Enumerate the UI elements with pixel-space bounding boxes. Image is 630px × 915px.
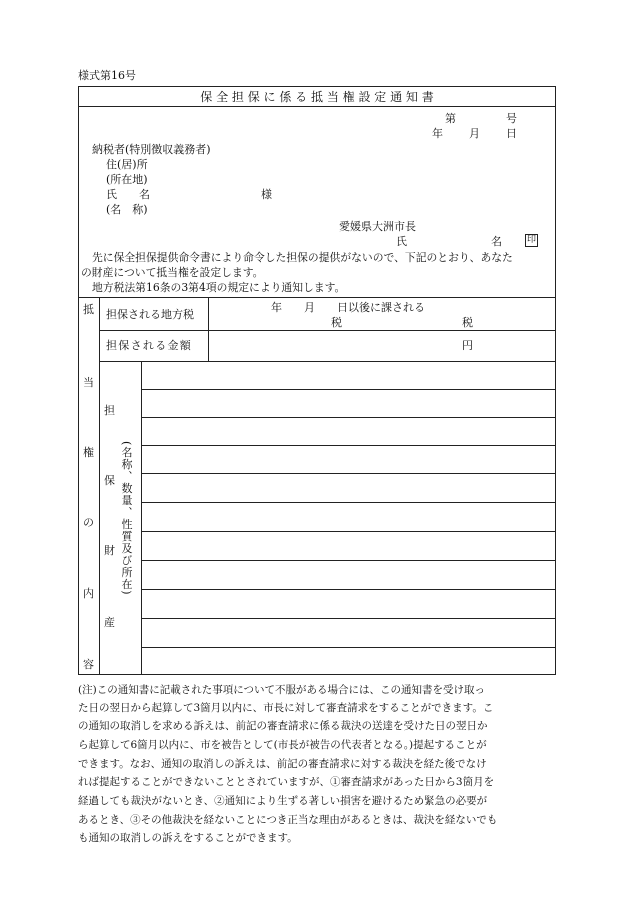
property-line-5 [141,502,556,503]
body-paragraph-2: 地方税法第16条の3第4項の規定により通知します。 [92,281,346,294]
number-dai: 第 [445,112,456,125]
issuer-shi: 氏 [396,235,407,248]
seal-mark: 印 [526,235,536,245]
property-line-2 [141,417,556,418]
address-label: 住(居)所 [106,158,148,171]
issuer-title: 愛媛県大洲市長 [339,220,416,233]
form-number: 様式第16号 [78,69,136,82]
note-line-7: 経過しても裁決がないとき、②通知により生ずる著しい損害を避けるため緊急の必要が [78,795,488,807]
issuer-mei: 名 [491,235,502,248]
property-line-1 [141,389,556,390]
note-line-6: れば提起することができないこととされていますが、①審査請求があった日から3箇月を [78,776,495,788]
row1-value-zei-2: 税 [462,316,473,329]
note-line-2: た日の翌日から起算して3箇月以内に、市長に対して審査請求をすることができます。こ [78,702,494,714]
side-column-divider [99,297,100,675]
label-column-divider [208,297,209,361]
body-paragraph-1-line-2: の財産について抵当権を設定します。 [81,266,264,279]
note-line-9: も通知の取消しの訴えをすることができます。 [78,832,298,844]
row2-divider [99,361,556,362]
side-char-6: 容 [83,658,94,671]
date-year: 年 [432,127,443,140]
row1-value-line1: 年 月 日以後に課される [271,301,425,314]
note-line-3: の通知の取消しを求める訴えは、前記の審査請求に係る裁決の送達を受けた日の翌日か [78,720,488,732]
number-go: 号 [506,112,517,125]
note-line-5: できます。なお、通知の取消しの訴えは、前記の審査請求に対する裁決を経た後でなけ [78,758,487,770]
property-line-7 [141,560,556,561]
property-char-3: 財 [104,544,115,557]
date-day: 日 [506,127,517,140]
side-char-3: 権 [83,446,94,459]
property-grid-divider [141,361,142,675]
name-alt-label: (名 称) [106,203,148,216]
side-char-4: の [83,516,94,529]
title-divider [78,106,556,107]
row1-label: 担保される地方税 [106,308,194,321]
property-char-1: 担 [104,404,115,417]
row2-label: 担保される金額 [106,339,193,352]
property-line-6 [141,531,556,532]
row1-value-zei-1: 税 [331,316,342,329]
row1-divider [99,330,556,331]
property-line-8 [141,589,556,590]
property-line-3 [141,445,556,446]
note-line-4: ら起算して6箇月以内に、市を被告として(市長が被告の代表者となる。)提起することが [78,739,487,751]
sama-label: 様 [261,188,272,201]
side-char-2: 当 [83,376,94,389]
side-char-5: 内 [83,587,94,600]
property-line-10 [141,647,556,648]
property-line-4 [141,473,556,474]
body-paragraph-1-line-1: 先に保全担保提供命令書により命令した担保の提供がないので、下記のとおり、あなた [92,251,513,264]
property-char-2: 保 [104,474,115,487]
property-subtitle: (名称、数量、性質及び所在) [120,441,133,596]
property-line-9 [141,618,556,619]
side-char-1: 抵 [83,303,94,316]
date-month: 月 [469,127,480,140]
name-label: 氏 名 [106,188,150,201]
row2-value-yen: 円 [462,339,473,352]
property-char-4: 産 [104,616,115,629]
note-line-1: (注)この通知書に記載された事項について不服がある場合には、この通知書を受け取っ [78,684,485,696]
note-line-8: あるとき、③その他裁決を経ないことにつき正当な理由があるときは、裁決を経ないでも [78,814,498,826]
location-label: (所在地) [106,173,148,186]
taxpayer-label: 納税者(特別徴収義務者) [92,143,211,156]
page-title: 保 全 担 保 に 係 る 抵 当 権 設 定 通 知 書 [200,90,434,104]
